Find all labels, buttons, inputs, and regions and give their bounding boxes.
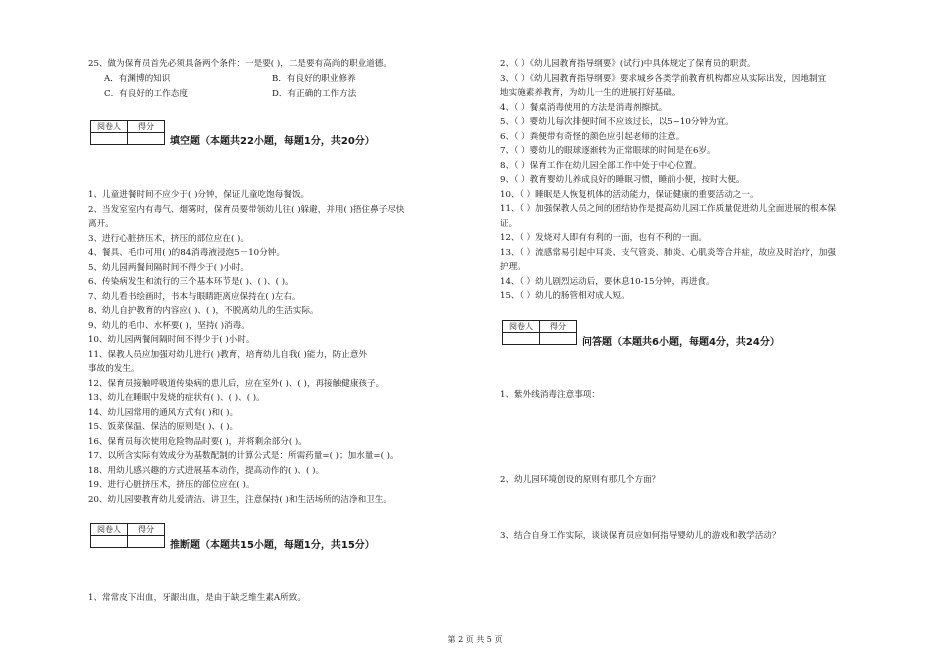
grader-cell bbox=[91, 536, 128, 548]
judge-item: 13、（ ）流感常易引起中耳炎、支气管炎、肺炎、心肌炎等合并症，故应及时治疗，加强 bbox=[500, 248, 836, 258]
judge-item: 护理。 bbox=[500, 262, 526, 272]
judge-item: 1、常常皮下出血，牙龈出血，是由于缺乏维生素A所致。 bbox=[88, 593, 306, 603]
fill-item: 14、幼儿园常用的通风方式有( )和( )。 bbox=[88, 408, 239, 418]
fill-item: 17、以所含实际有效成分为基数配制的计算公式是：所需药量=( )；加水量=( )。 bbox=[88, 451, 399, 461]
fill-item: 18、用幼儿感兴趣的方式进展基本动作，提高动作的( )、( )。 bbox=[88, 466, 325, 476]
page-number: 第 2 页 共 5 页 bbox=[447, 635, 503, 644]
q25-option-a: A．有渊博的知识 bbox=[104, 74, 171, 84]
judge-section-title: 推断题（本题共15小题，每题1分，共15分） bbox=[170, 540, 375, 551]
judge-item: 6、（ ）粪便带有奇怪的颜色应引起老师的注意。 bbox=[500, 132, 685, 142]
grader-label: 阅卷人 bbox=[91, 524, 128, 536]
judge-item: 4、（ ）餐桌消毒使用的方法是消毒剂擦拭。 bbox=[500, 103, 668, 113]
qa-section-title: 问答题（本题共6小题，每题4分，共24分） bbox=[582, 337, 780, 348]
judge-item: 9、（ ）教育婴幼儿养成良好的睡眠习惯，睡前小便，按时大便。 bbox=[500, 175, 745, 185]
judge-item: 2、（ ）《幼儿园教育指导纲要》(试行)中具体规定了保育员的职责。 bbox=[500, 59, 756, 69]
score-label: 得分 bbox=[128, 121, 165, 133]
fill-item: 19、进行心脏挤压术，挤压的部位应在( )。 bbox=[88, 480, 255, 490]
judge-item: 8、（ ）保育工作在幼儿园全部工作中处于中心位置。 bbox=[500, 161, 702, 171]
fill-item: 15、饭菜保温、保洁的原则是( )、( )。 bbox=[88, 422, 239, 432]
score-cell bbox=[128, 536, 165, 548]
fill-item: 11、保教人员应加强对幼儿进行( )教育，培育幼儿自我( )能力，防止意外 bbox=[88, 350, 368, 360]
q25-option-b: B．有良好的职业修养 bbox=[272, 74, 356, 84]
qa-item: 3、结合自身工作实际，谈谈保育员应如何指导婴幼儿的游戏和教学活动？ bbox=[500, 531, 781, 541]
fill-section-title: 填空题（本题共22小题，每题1分，共20分） bbox=[170, 136, 375, 147]
judge-item: 证。 bbox=[500, 219, 518, 229]
judge-item: 11、（ ）加强保教人员之间的团结协作是提高幼儿园工作质量促进幼儿全面进展的根本保 bbox=[500, 204, 836, 214]
fill-item: 离开。 bbox=[88, 219, 114, 229]
fill-item: 16、保育员每次使用危险物品时要( )，并将剩余部分( )。 bbox=[88, 437, 307, 447]
qa-item: 1、紫外线消毒注意事项： bbox=[500, 390, 600, 400]
q25-option-c: C．有良好的工作态度 bbox=[104, 89, 188, 99]
fill-item: 2、当发室室内有毒气、烟雾时，保育员要带领幼儿往( )躲避，并用( )捂住鼻子尽快 bbox=[88, 205, 405, 215]
fill-item: 12、保育员接触呼吸道传染病的患儿后，应在室外( )、( )，再接触健康孩子。 bbox=[88, 379, 385, 389]
judge-item: 14、（ ）幼儿剧烈运动后，要休息10-15分钟，再进食。 bbox=[500, 277, 715, 287]
judge-item: 10、（ ）睡眠是人恢复机体的活动能力，保证健康的重要活动之一。 bbox=[500, 190, 759, 200]
judge-item: 地实施素养教育，为幼儿一生的进展打好基础。 bbox=[500, 88, 681, 98]
fill-item: 9、幼儿的毛巾、水杯要( )，坚持( )消毒。 bbox=[88, 321, 250, 331]
fill-item: 10、幼儿园两餐间隔时间不得少于( )小时。 bbox=[88, 335, 255, 345]
grader-cell bbox=[503, 333, 540, 345]
fill-item: 8、幼儿自护教育的内容应( )、( )，不脱离幼儿的生活实际。 bbox=[88, 306, 319, 316]
q25-option-d: D．有正确的工作方法 bbox=[272, 89, 357, 99]
fill-score-box bbox=[90, 120, 165, 145]
score-cell bbox=[128, 133, 165, 145]
q25-stem: 25、做为保育员首先必须具备两个条件：一是要( )，二是要有高尚的职业道德。 bbox=[88, 59, 392, 69]
score-cell bbox=[540, 333, 577, 345]
fill-item: 13、幼儿在睡眠中发烧的症状有( )、( )、( )。 bbox=[88, 393, 265, 403]
fill-item: 5、幼儿园两餐间隔时间不得少于( )小时。 bbox=[88, 263, 249, 273]
qa-item: 2、幼儿园环境创设的原则有那几个方面？ bbox=[500, 475, 661, 485]
fill-item: 事故的发生。 bbox=[88, 364, 140, 374]
fill-item: 20、幼儿园要教育幼儿爱清洁、讲卫生，注意保持( )和生活场所的洁净和卫生。 bbox=[88, 495, 392, 505]
judge-item: 15、（ ）幼儿的肠管相对成人短。 bbox=[500, 291, 630, 301]
fill-item: 7、幼儿看书绘画时，书本与眼睛距离应保持在( )左右。 bbox=[88, 292, 301, 302]
judge-item: 7、（ ）婴幼儿的眼球逐渐转为正常眼球的时间是在6岁。 bbox=[500, 146, 716, 156]
score-label: 得分 bbox=[540, 321, 577, 333]
fill-item: 4、餐具、毛巾可用( )的84消毒液浸泡5－10分钟。 bbox=[88, 248, 285, 258]
fill-item: 3、进行心脏挤压术，挤压的部位应在( )。 bbox=[88, 234, 249, 244]
judge-item: 3、（ ）《幼儿园教育指导纲要》要求城乡各类学前教育机构都应从实际出发，因地制宜 bbox=[500, 74, 827, 84]
grader-label: 阅卷人 bbox=[503, 321, 540, 333]
grader-label: 阅卷人 bbox=[91, 121, 128, 133]
fill-item: 6、传染病发生和流行的三个基本环节是( )、( )、( )。 bbox=[88, 277, 294, 287]
judge-item: 12、（ ）发烧对人即有有利的一面，也有不利的一面。 bbox=[500, 233, 708, 243]
qa-score-box bbox=[502, 320, 577, 345]
fill-item: 1、儿童进餐时间不应少于( )分钟，保证儿童吃饱每餐饭。 bbox=[88, 190, 310, 200]
score-label: 得分 bbox=[128, 524, 165, 536]
grader-cell bbox=[91, 133, 128, 145]
judge-score-box bbox=[90, 523, 165, 548]
judge-item: 5、（ ）婴幼儿每次排便时间不应该过长，以5~10分钟为宜。 bbox=[500, 117, 734, 127]
